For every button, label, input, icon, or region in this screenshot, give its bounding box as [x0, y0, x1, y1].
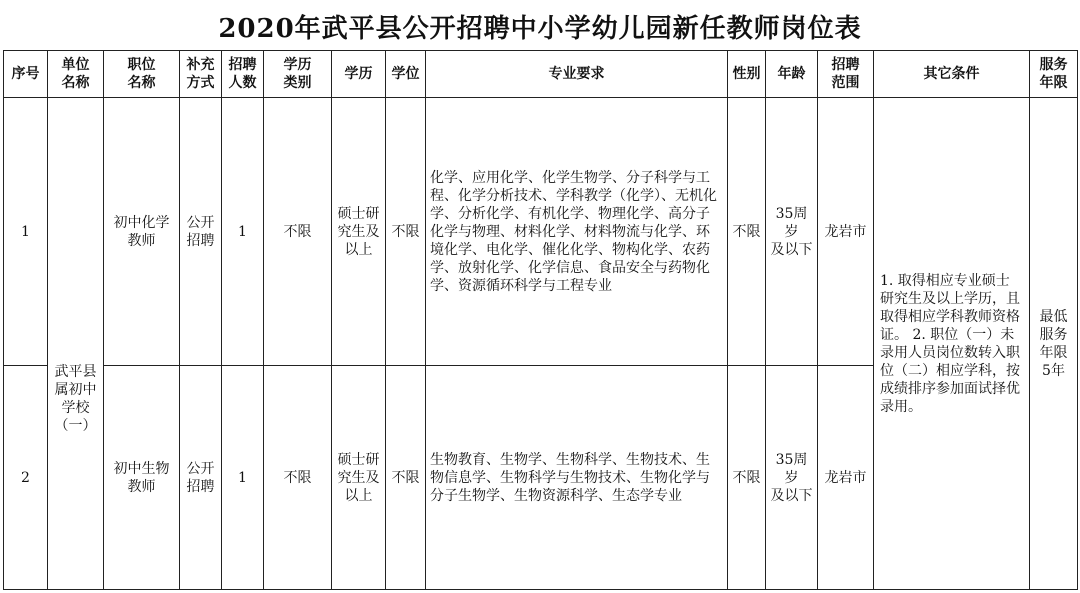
recruit-count: 1 [222, 366, 264, 590]
unit-name: 武平县 属初中 学校 （一） [48, 98, 104, 590]
header-service: 服务 年限 [1030, 51, 1078, 98]
table-row [4, 98, 1078, 366]
header-major: 专业要求 [426, 51, 728, 98]
degree: 不限 [386, 366, 426, 590]
recruit-scope: 龙岩市 [818, 366, 874, 590]
edu-type: 不限 [264, 98, 332, 366]
education: 硕士研 究生及 以上 [332, 366, 386, 590]
header-age: 年龄 [766, 51, 818, 98]
row-no: 2 [4, 366, 48, 590]
job-position-table [3, 50, 1078, 590]
row-no: 1 [4, 98, 48, 366]
gender: 不限 [728, 98, 766, 366]
position-name: 初中化学 教师 [104, 98, 180, 366]
header-degree: 学位 [386, 51, 426, 98]
header-edu-type: 学历 类别 [264, 51, 332, 98]
header-position: 职位 名称 [104, 51, 180, 98]
header-count: 招聘 人数 [222, 51, 264, 98]
other-conditions: 1. 取得相应专业硕士研究生及以上学历，且取得相应学科教师资格证。 2. 职位（一）未录用人员岗位数转入职位（二）相应学科，按成绩排序参加面试择优录用。 [874, 98, 1030, 590]
header-row [4, 51, 1078, 98]
degree: 不限 [386, 98, 426, 366]
recruit-method: 公开 招聘 [180, 366, 222, 590]
age-limit: 35周岁 及以下 [766, 366, 818, 590]
education: 硕士研 究生及 以上 [332, 98, 386, 366]
header-other: 其它条件 [874, 51, 1030, 98]
header-no: 序号 [4, 51, 48, 98]
service-years: 最低 服务 年限 5年 [1030, 98, 1078, 590]
header-method: 补充 方式 [180, 51, 222, 98]
edu-type: 不限 [264, 366, 332, 590]
age-limit: 35周岁 及以下 [766, 98, 818, 366]
position-name: 初中生物 教师 [104, 366, 180, 590]
major-requirement: 化学、应用化学、化学生物学、分子科学与工程、化学分析技术、学科教学（化学）、无机化学、分析化学、有机化学、物理化学、高分子化学与物理、材料化学、材料物流与化学、环境化学、电化学、催化化学、物构化学、农药学、放射化学、化学信息、食品安全与药物化学、资源循环科学与工程专业 [426, 98, 728, 366]
header-unit: 单位 名称 [48, 51, 104, 98]
recruit-count: 1 [222, 98, 264, 366]
gender: 不限 [728, 366, 766, 590]
page-title: 2020年武平县公开招聘中小学幼儿园新任教师岗位表 [218, 14, 862, 44]
header-edu: 学历 [332, 51, 386, 98]
recruit-method: 公开 招聘 [180, 98, 222, 366]
header-scope: 招聘 范围 [818, 51, 874, 98]
major-requirement: 生物教育、生物学、生物科学、生物技术、生物信息学、生物科学与生物技术、生物化学与分子生物学、生物资源科学、生态学专业 [426, 366, 728, 590]
header-gender: 性别 [728, 51, 766, 98]
recruit-scope: 龙岩市 [818, 98, 874, 366]
